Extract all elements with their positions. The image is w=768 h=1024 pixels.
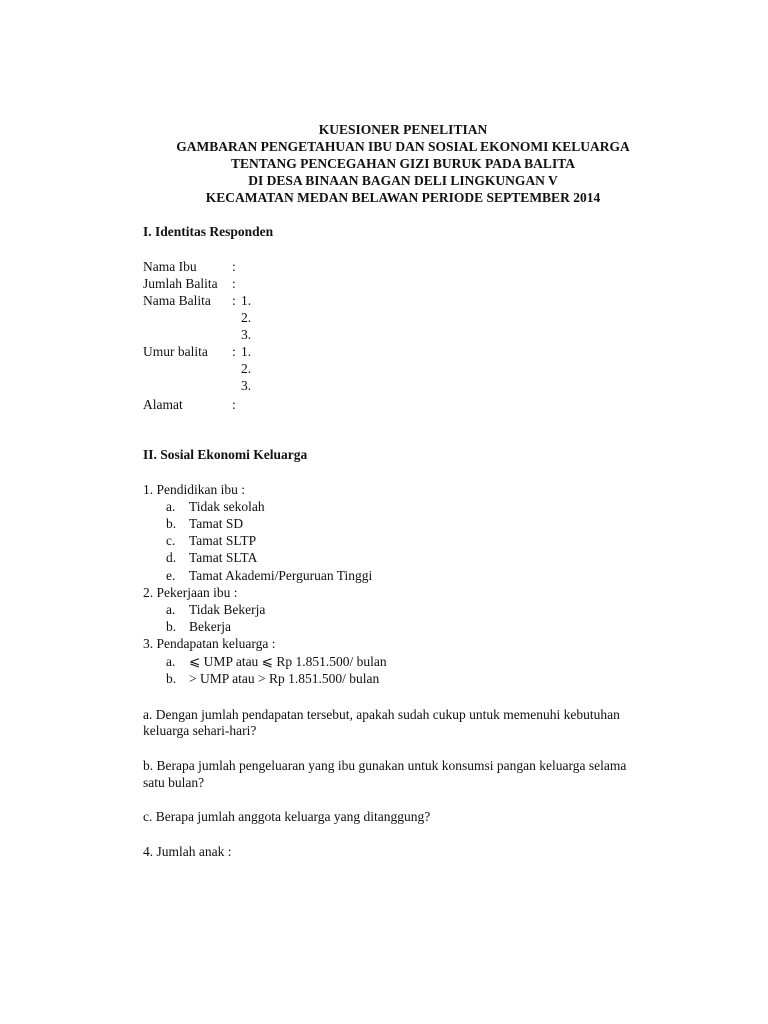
option-letter: b. (166, 516, 177, 531)
option-tidak-bekerja: Tidak Bekerja (189, 602, 266, 617)
nama-balita-number-1: 1. (241, 293, 252, 308)
field-label-alamat: Alamat (143, 397, 183, 412)
option-bekerja: Bekerja (189, 619, 231, 634)
option-letter: a. (166, 499, 176, 514)
option-tamat-akademi: Tamat Akademi/Perguruan Tinggi (189, 568, 373, 583)
field-sep-alamat: : (232, 397, 236, 412)
nama-balita-number-2: 2. (241, 310, 252, 325)
option-above-ump: > UMP atau > Rp 1.851.500/ bulan (189, 671, 380, 686)
umur-balita-number-1: 1. (241, 344, 252, 359)
title-line-3: TENTANG PENCEGAHAN GIZI BURUK PADA BALITA (231, 156, 575, 171)
option-tidak-sekolah: Tidak sekolah (189, 499, 265, 514)
title-line-2: GAMBARAN PENGETAHUAN IBU DAN SOSIAL EKONOMI KELUARGA (176, 139, 630, 154)
section-identitas-heading: I. Identitas Responden (143, 224, 274, 239)
title-line-4: DI DESA BINAAN BAGAN DELI LINGKUNGAN V (248, 173, 558, 188)
option-below-ump: ⩽ UMP atau ⩽ Rp 1.851.500/ bulan (189, 654, 387, 669)
field-label-nama-ibu: Nama Ibu (143, 259, 197, 274)
option-letter: b. (166, 671, 177, 686)
question-c: c. Berapa jumlah anggota keluarga yang ditanggung? (143, 809, 431, 824)
field-sep-jumlah-balita: : (232, 276, 236, 291)
nama-balita-number-3: 3. (241, 327, 252, 342)
option-letter: b. (166, 619, 177, 634)
question-pekerjaan-ibu: 2. Pekerjaan ibu : (143, 585, 238, 600)
section-sosial-ekonomi-heading: II. Sosial Ekonomi Keluarga (143, 447, 308, 462)
question-b-line-2: satu bulan? (143, 775, 205, 790)
option-letter: e. (166, 568, 176, 583)
option-tamat-sltp: Tamat SLTP (189, 533, 257, 548)
title-line-1: KUESIONER PENELITIAN (318, 122, 488, 137)
field-sep-nama-balita: : (232, 293, 236, 308)
title-line-5: KECAMATAN MEDAN BELAWAN PERIODE SEPTEMBER 2014 (205, 190, 601, 205)
field-label-nama-balita: Nama Balita (143, 293, 211, 308)
umur-balita-number-2: 2. (241, 361, 252, 376)
field-sep-nama-ibu: : (232, 259, 236, 274)
option-tamat-sd: Tamat SD (189, 516, 244, 531)
umur-balita-number-3: 3. (241, 378, 252, 393)
question-b-line-1: b. Berapa jumlah pengeluaran yang ibu gunakan untuk konsumsi pangan keluarga selama (143, 758, 627, 773)
question-a-line-1: a. Dengan jumlah pendapatan tersebut, apakah sudah cukup untuk memenuhi kebutuhan (143, 707, 620, 722)
option-letter: c. (166, 533, 176, 548)
question-pendapatan-keluarga: 3. Pendapatan keluarga : (143, 636, 276, 651)
field-sep-umur-balita: : (232, 344, 236, 359)
question-jumlah-anak: 4. Jumlah anak : (143, 844, 232, 859)
option-letter: a. (166, 602, 176, 617)
field-label-jumlah-balita: Jumlah Balita (143, 276, 218, 291)
option-tamat-slta: Tamat SLTA (189, 550, 258, 565)
field-label-umur-balita: Umur balita (143, 344, 208, 359)
question-a-line-2: keluarga sehari-hari? (143, 723, 257, 738)
option-letter: d. (166, 550, 177, 565)
option-letter: a. (166, 654, 176, 669)
question-pendidikan-ibu: 1. Pendidikan ibu : (143, 482, 245, 497)
